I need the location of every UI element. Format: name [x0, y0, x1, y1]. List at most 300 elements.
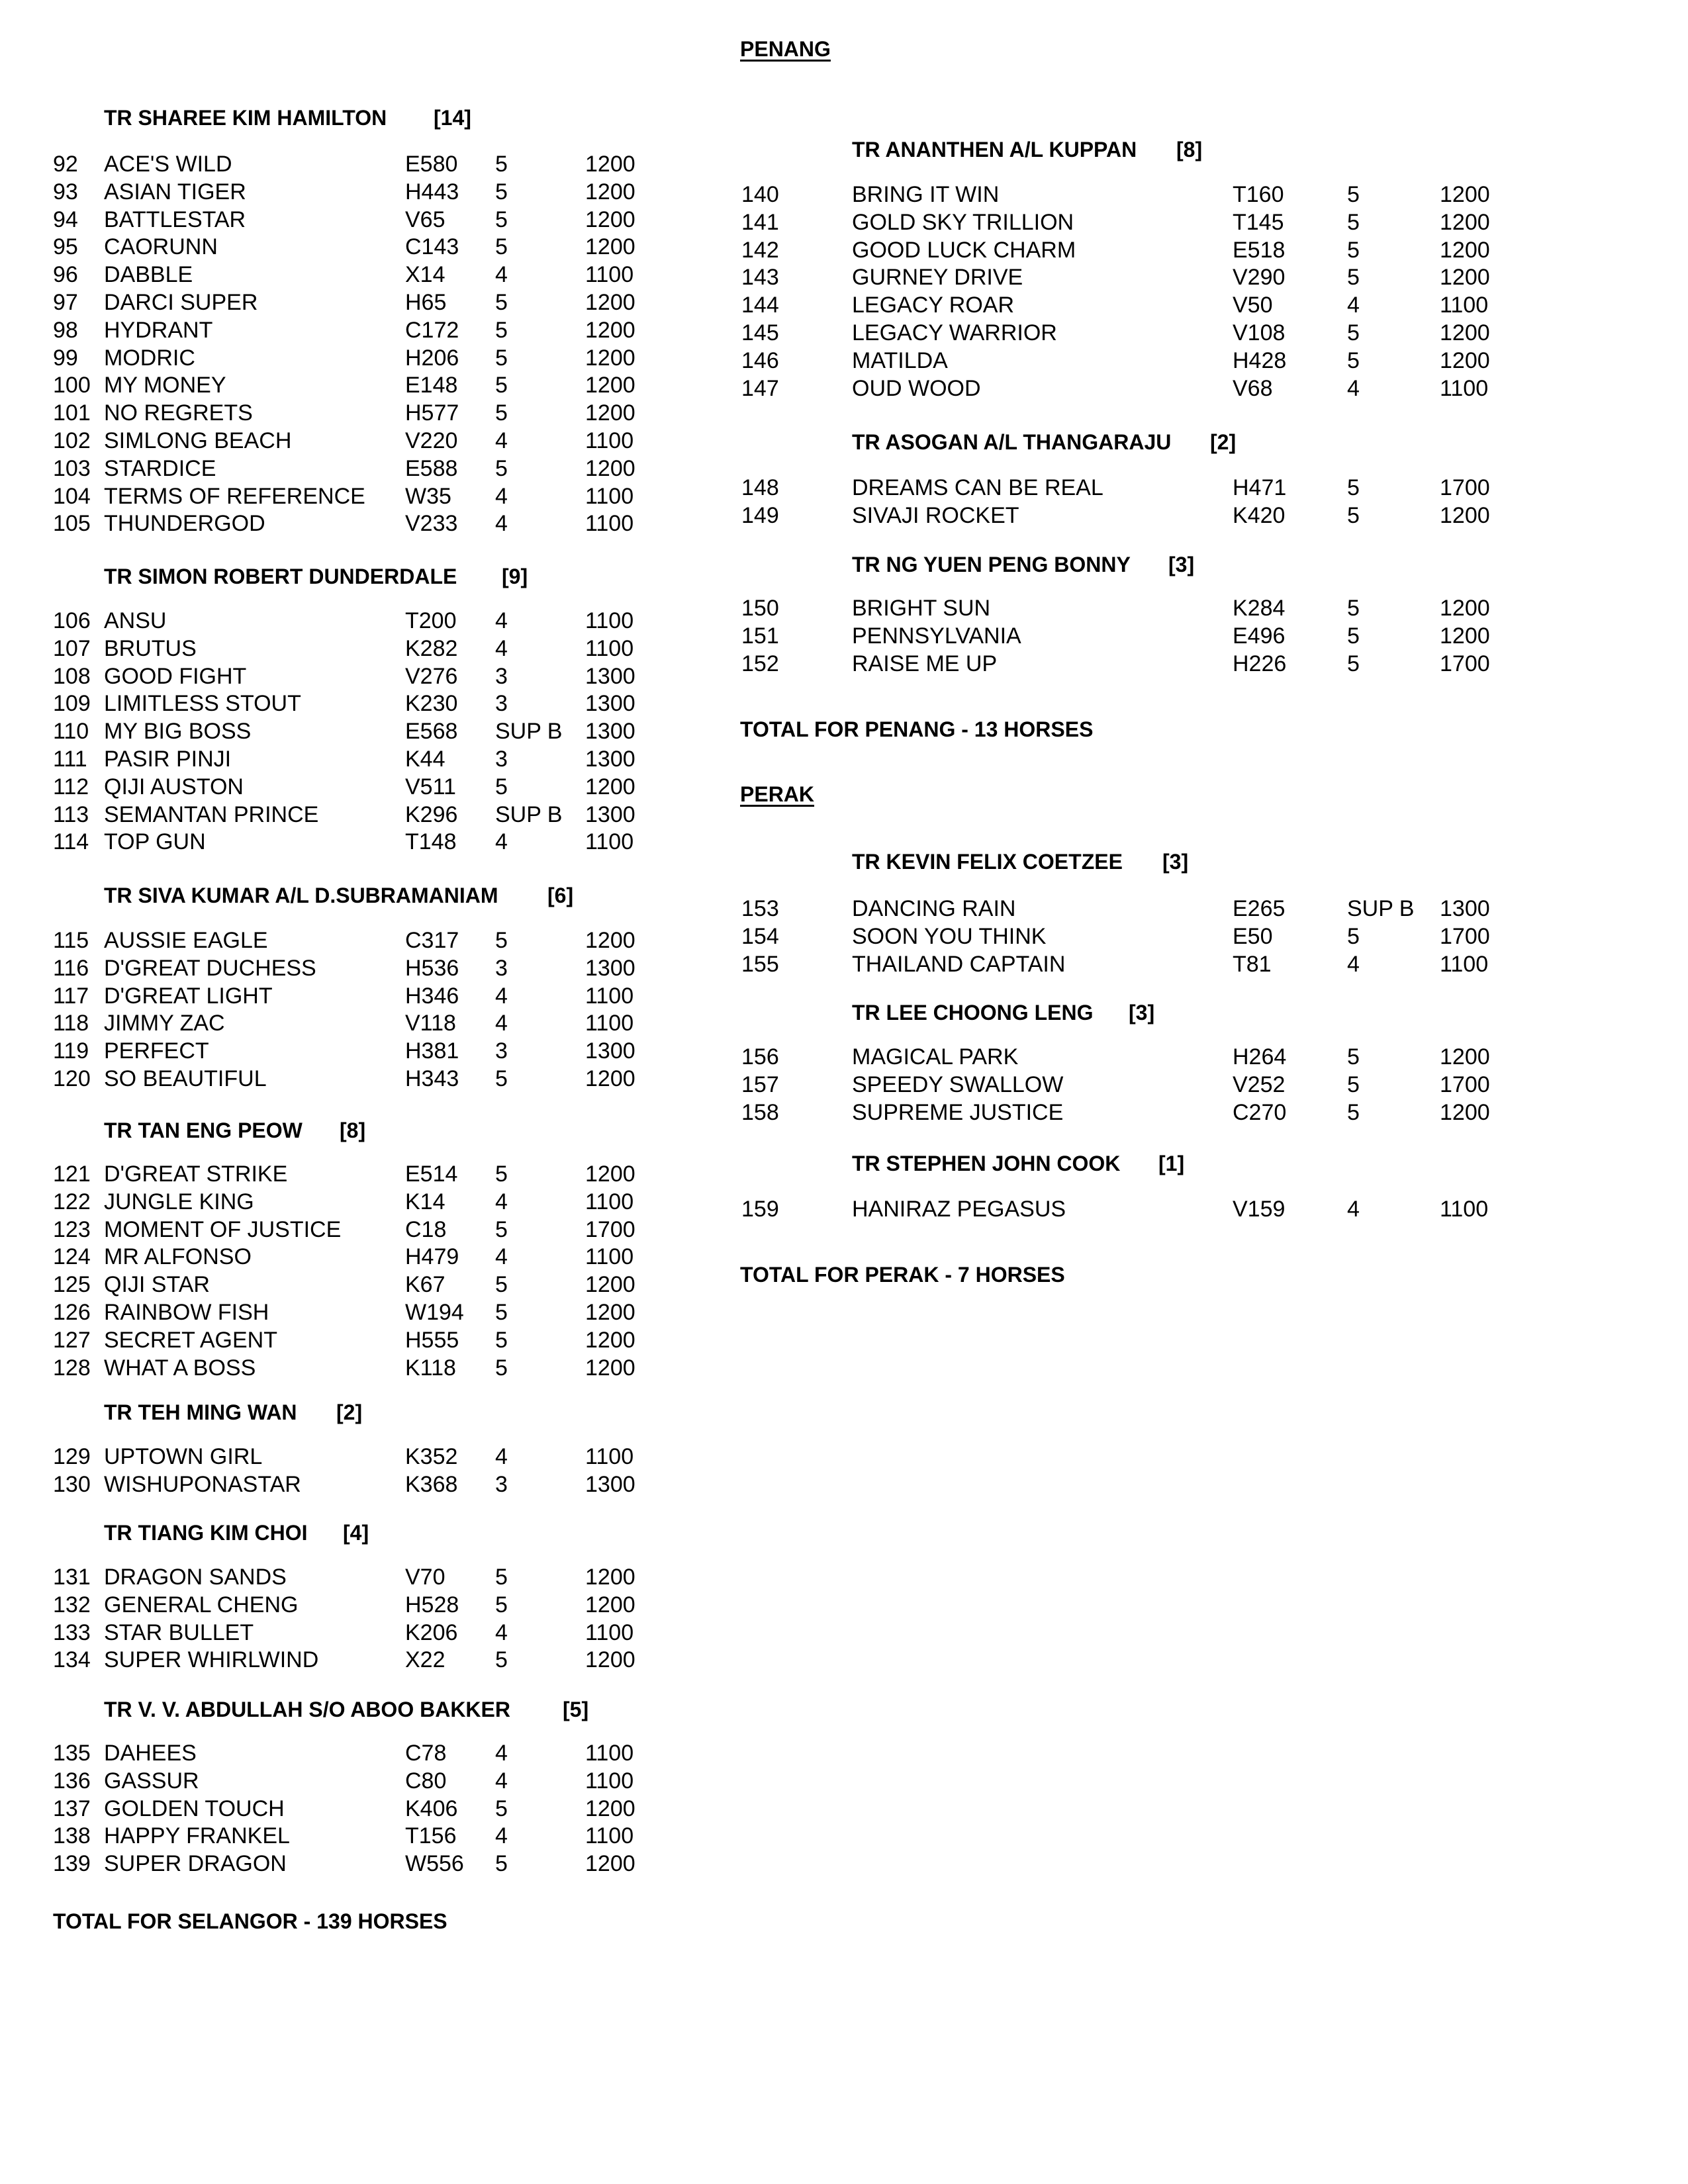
horse-number: 137	[53, 1796, 91, 1821]
horse-name: STARDICE	[104, 455, 216, 481]
table-row	[0, 1563, 635, 1591]
horse-name: AUSSIE EAGLE	[104, 928, 268, 953]
trainer-horse-count: [3]	[1129, 1001, 1155, 1024]
horse-name: DRAGON SANDS	[104, 1565, 287, 1590]
race-class: 4	[495, 483, 508, 509]
race-distance: 1100	[585, 1244, 634, 1270]
horse-number: 153	[741, 896, 779, 921]
horse-number: 132	[53, 1592, 91, 1617]
race-class: 5	[1347, 1099, 1360, 1125]
region-heading: PENANG	[740, 37, 831, 61]
trainer-name: TR STEPHEN JOHN COOK	[852, 1152, 1121, 1175]
horse-code: C172	[405, 317, 459, 343]
race-class: 4	[495, 1189, 508, 1214]
horse-code: C317	[405, 928, 459, 953]
race-class: 5	[1347, 596, 1360, 621]
horse-code: V290	[1233, 265, 1286, 291]
race-distance: 1100	[585, 635, 634, 661]
horse-code: T160	[1233, 182, 1284, 207]
race-class: 5	[1347, 1071, 1360, 1097]
horse-code: V70	[405, 1565, 445, 1590]
horse-code: V50	[1233, 293, 1273, 318]
horse-code: K352	[405, 1444, 458, 1469]
horse-number: 125	[53, 1272, 91, 1298]
race-distance: 1100	[585, 483, 634, 509]
table-row	[0, 801, 635, 829]
race-distance: 1200	[585, 1272, 635, 1298]
race-class: 5	[495, 1851, 508, 1877]
horse-code: E580	[405, 152, 458, 177]
race-distance: 1100	[585, 428, 634, 453]
horse-number: 101	[53, 400, 91, 426]
race-distance: 1200	[585, 1300, 635, 1325]
horse-name: MOMENT OF JUSTICE	[104, 1216, 342, 1242]
race-distance: 1700	[1440, 923, 1490, 949]
table-row	[0, 745, 635, 773]
race-class: 4	[1347, 1197, 1360, 1222]
horse-code: H443	[405, 179, 459, 205]
race-distance: 1300	[585, 719, 635, 745]
horse-number: 148	[741, 475, 779, 500]
trainer-name: TR SIVA KUMAR A/L D.SUBRAMANIAM	[104, 884, 498, 907]
race-class: 4	[495, 1619, 508, 1645]
horse-code: V276	[405, 663, 458, 689]
horse-name: D'GREAT LIGHT	[104, 983, 273, 1009]
region-heading: PERAK	[740, 782, 815, 806]
horse-number: 129	[53, 1444, 91, 1469]
horse-code: V220	[405, 428, 458, 453]
horse-number: 118	[53, 1011, 89, 1036]
table-row	[0, 1099, 1490, 1126]
trainer-name: TR ASOGAN A/L THANGARAJU	[852, 430, 1172, 454]
horse-code: H343	[405, 1066, 459, 1091]
trainer-horse-count: [2]	[336, 1400, 363, 1424]
horse-number: 133	[53, 1619, 91, 1645]
horse-code: K282	[405, 635, 458, 661]
race-class: 5	[1347, 182, 1360, 207]
trainer-horse-count: [5]	[563, 1698, 589, 1721]
horse-name: DABBLE	[104, 262, 193, 288]
horse-code: E496	[1233, 623, 1286, 649]
horse-number: 145	[741, 320, 779, 345]
horse-code: H479	[405, 1244, 459, 1270]
horse-number: 114	[53, 829, 89, 855]
horse-number: 115	[53, 928, 89, 953]
horse-number: 108	[53, 663, 91, 689]
horse-code: H471	[1233, 475, 1287, 500]
horse-number: 97	[53, 290, 78, 315]
horse-name: SECRET AGENT	[104, 1327, 277, 1353]
horse-name: TERMS OF REFERENCE	[104, 483, 365, 509]
horse-code: V65	[405, 206, 445, 232]
race-distance: 1200	[585, 1327, 635, 1353]
horse-number: 155	[741, 951, 779, 977]
horse-name: MY MONEY	[104, 373, 226, 398]
race-distance: 1200	[585, 400, 635, 426]
horse-name: WHAT A BOSS	[104, 1355, 256, 1381]
table-row	[0, 1767, 634, 1795]
race-distance: 1200	[585, 1592, 635, 1617]
race-distance: 1200	[585, 1355, 635, 1381]
horse-code: K406	[405, 1796, 458, 1821]
horse-number: 123	[53, 1216, 91, 1242]
race-class: 5	[1347, 265, 1360, 291]
horse-number: 130	[53, 1471, 91, 1497]
race-distance: 1200	[585, 1161, 635, 1187]
race-distance: 1300	[585, 801, 635, 827]
horse-name: BRIGHT SUN	[852, 596, 991, 621]
race-distance: 1200	[585, 373, 635, 398]
race-class: 4	[495, 983, 508, 1009]
horse-code: K67	[405, 1272, 445, 1298]
race-class: 4	[1347, 375, 1360, 401]
race-class: 3	[495, 955, 508, 981]
horse-code: K14	[405, 1189, 445, 1214]
horse-number: 158	[741, 1099, 779, 1125]
horse-number: 147	[741, 375, 779, 401]
table-row	[0, 1326, 635, 1354]
horse-name: HYDRANT	[104, 317, 213, 343]
table-row	[0, 1443, 634, 1471]
race-class: 4	[495, 829, 508, 855]
horse-name: UPTOWN GIRL	[104, 1444, 263, 1469]
table-row	[0, 773, 635, 801]
race-distance: 1200	[1440, 265, 1490, 291]
table-row	[0, 150, 635, 178]
horse-code: V252	[1233, 1071, 1286, 1097]
horse-number: 102	[53, 428, 91, 453]
horse-number: 142	[741, 237, 779, 263]
horse-code: K284	[1233, 596, 1286, 621]
race-class: 4	[495, 1244, 508, 1270]
horse-name: SOON YOU THINK	[852, 923, 1047, 949]
race-distance: 1200	[1440, 347, 1490, 373]
horse-code: H381	[405, 1038, 459, 1064]
horse-name: SIVAJI ROCKET	[852, 502, 1019, 528]
race-distance: 1100	[1440, 951, 1489, 977]
race-distance: 1200	[1440, 320, 1490, 345]
race-distance: 1100	[585, 1768, 634, 1794]
horse-number: 107	[53, 635, 91, 661]
horse-code: T200	[405, 608, 457, 633]
horse-code: C80	[405, 1768, 447, 1794]
race-distance: 1300	[585, 1038, 635, 1064]
race-class: SUP B	[1347, 896, 1415, 921]
horse-name: OUD WOOD	[852, 375, 981, 401]
trainer-name: TR SIMON ROBERT DUNDERDALE	[104, 565, 457, 588]
horse-code: K296	[405, 801, 458, 827]
race-class: 5	[1347, 475, 1360, 500]
horse-name: STAR BULLET	[104, 1619, 254, 1645]
table-row	[0, 1850, 635, 1878]
race-class: 5	[495, 774, 508, 799]
horse-number: 154	[741, 923, 779, 949]
trainer-horse-count: [1]	[1158, 1152, 1185, 1175]
horse-code: C270	[1233, 1099, 1287, 1125]
horse-number: 92	[53, 152, 78, 177]
horse-name: HAPPY FRANKEL	[104, 1823, 290, 1849]
horse-number: 127	[53, 1327, 91, 1353]
race-class: 4	[1347, 951, 1360, 977]
race-distance: 1200	[1440, 237, 1490, 263]
race-distance: 1100	[585, 1741, 634, 1766]
horse-code: H226	[1233, 651, 1287, 676]
table-row	[0, 982, 634, 1010]
trainer-horse-count: [14]	[434, 106, 471, 130]
table-row	[0, 1271, 635, 1298]
table-row	[0, 828, 634, 856]
horse-code: H428	[1233, 347, 1287, 373]
horse-name: SUPER DRAGON	[104, 1851, 287, 1877]
race-distance: 1200	[585, 928, 635, 953]
race-distance: 1100	[1440, 293, 1489, 318]
table-row	[0, 1160, 635, 1188]
horse-code: K118	[405, 1355, 456, 1381]
race-distance: 1100	[585, 1444, 634, 1469]
horse-number: 116	[53, 955, 89, 981]
race-class: 3	[495, 1471, 508, 1497]
race-distance: 1200	[1440, 502, 1490, 528]
horse-code: H536	[405, 955, 459, 981]
horse-name: HANIRAZ PEGASUS	[852, 1197, 1066, 1222]
horse-name: THAILAND CAPTAIN	[852, 951, 1066, 977]
horse-name: SPEEDY SWALLOW	[852, 1071, 1064, 1097]
table-row	[0, 1646, 635, 1674]
race-class: 5	[495, 928, 508, 953]
horse-number: 146	[741, 347, 779, 373]
table-row	[0, 1591, 635, 1619]
race-distance: 1100	[1440, 1197, 1489, 1222]
horse-code: V233	[405, 511, 458, 537]
horse-name: RAINBOW FISH	[104, 1300, 269, 1325]
horse-name: BATTLESTAR	[104, 206, 246, 232]
race-distance: 1700	[1440, 1071, 1490, 1097]
horse-code: X14	[405, 262, 445, 288]
horse-name: TOP GUN	[104, 829, 206, 855]
horse-number: 103	[53, 455, 91, 481]
race-distance: 1200	[585, 152, 635, 177]
horse-number: 120	[53, 1066, 91, 1091]
horse-name: MATILDA	[852, 347, 948, 373]
trainer-name: TR SHAREE KIM HAMILTON	[104, 106, 387, 130]
race-distance: 1100	[585, 983, 634, 1009]
horse-number: 109	[53, 691, 91, 717]
race-class: 5	[495, 1565, 508, 1590]
race-distance: 1100	[585, 1823, 634, 1849]
table-row	[0, 1739, 634, 1767]
horse-code: V108	[1233, 320, 1286, 345]
table-row	[0, 717, 635, 745]
race-class: 4	[495, 428, 508, 453]
horse-name: PENNSYLVANIA	[852, 623, 1021, 649]
race-class: 5	[1347, 1044, 1360, 1069]
horse-name: D'GREAT DUCHESS	[104, 955, 316, 981]
race-class: 5	[495, 234, 508, 260]
race-distance: 1100	[585, 262, 634, 288]
horse-name: SUPER WHIRLWIND	[104, 1647, 319, 1673]
race-class: 3	[495, 663, 508, 689]
race-distance: 1200	[1440, 209, 1490, 235]
race-distance: 1100	[585, 511, 634, 537]
horse-code: E50	[1233, 923, 1273, 949]
horse-code: E518	[1233, 237, 1286, 263]
race-distance: 1300	[1440, 896, 1490, 921]
race-distance: 1100	[1440, 375, 1489, 401]
race-class: 5	[495, 1796, 508, 1821]
horse-name: LEGACY WARRIOR	[852, 320, 1057, 345]
table-row	[0, 1619, 634, 1647]
horse-code: W35	[405, 483, 451, 509]
race-class: 5	[495, 1161, 508, 1187]
horse-number: 143	[741, 265, 779, 291]
race-distance: 1200	[585, 774, 635, 799]
table-row	[0, 690, 635, 717]
race-class: 5	[1347, 623, 1360, 649]
horse-number: 117	[53, 983, 89, 1009]
horse-name: MAGICAL PARK	[852, 1044, 1019, 1069]
trainer-horse-count: [8]	[1176, 138, 1203, 161]
horse-number: 156	[741, 1044, 779, 1069]
horse-name: MR ALFONSO	[104, 1244, 252, 1270]
race-class: 4	[495, 635, 508, 661]
trainer-horse-count: [3]	[1162, 850, 1189, 874]
horse-name: WISHUPONASTAR	[104, 1471, 301, 1497]
trainer-name: TR LEE CHOONG LENG	[852, 1001, 1094, 1024]
race-class: 4	[495, 262, 508, 288]
horse-code: E588	[405, 455, 458, 481]
race-distance: 1200	[585, 290, 635, 315]
race-distance: 1200	[585, 234, 635, 260]
table-row	[0, 1243, 634, 1271]
race-class: SUP B	[495, 719, 563, 745]
trainer-horse-count: [3]	[1168, 553, 1195, 576]
race-class: 5	[495, 152, 508, 177]
race-distance: 1200	[1440, 1044, 1490, 1069]
race-distance: 1200	[585, 455, 635, 481]
horse-code: T156	[405, 1823, 457, 1849]
horse-code: C143	[405, 234, 459, 260]
horse-code: K420	[1233, 502, 1286, 528]
horse-name: GASSUR	[104, 1768, 199, 1794]
race-class: 5	[495, 1355, 508, 1381]
race-class: 5	[495, 455, 508, 481]
race-distance: 1300	[585, 747, 635, 772]
horse-number: 110	[53, 719, 89, 745]
horse-name: QIJI STAR	[104, 1272, 210, 1298]
trainer-horse-count: [9]	[502, 565, 528, 588]
horse-name: GOOD LUCK CHARM	[852, 237, 1076, 263]
trainer-name: TR NG YUEN PENG BONNY	[852, 553, 1131, 576]
race-distance: 1700	[585, 1216, 635, 1242]
horse-name: JIMMY ZAC	[104, 1011, 225, 1036]
region-total: TOTAL FOR PENANG - 13 HORSES	[740, 717, 1094, 741]
horse-number: 124	[53, 1244, 91, 1270]
race-distance: 1100	[585, 1619, 634, 1645]
trainer-horse-count: [8]	[340, 1118, 366, 1142]
trainer-name: TR V. V. ABDULLAH S/O ABOO BAKKER	[104, 1698, 510, 1721]
horse-name: SIMLONG BEACH	[104, 428, 292, 453]
horse-name: LEGACY ROAR	[852, 293, 1015, 318]
horse-number: 150	[741, 596, 779, 621]
horse-code: W556	[405, 1851, 464, 1877]
horse-code: H65	[405, 290, 447, 315]
race-distance: 1200	[585, 1796, 635, 1821]
table-row	[0, 1354, 635, 1382]
horse-name: GOOD FIGHT	[104, 663, 247, 689]
race-distance: 1200	[585, 179, 635, 205]
horse-code: T145	[1233, 209, 1284, 235]
race-class: 5	[495, 1272, 508, 1298]
race-distance: 1200	[585, 1851, 635, 1877]
race-distance: 1200	[585, 1066, 635, 1091]
race-class: 5	[495, 400, 508, 426]
race-distance: 1200	[585, 1647, 635, 1673]
horse-name: CAORUNN	[104, 234, 218, 260]
race-distance: 1700	[1440, 651, 1490, 676]
horse-code: E568	[405, 719, 458, 745]
race-class: 5	[495, 1216, 508, 1242]
horse-number: 93	[53, 179, 78, 205]
horse-name: ACE'S WILD	[104, 152, 232, 177]
race-distance: 1200	[1440, 623, 1490, 649]
horse-name: GURNEY DRIVE	[852, 265, 1023, 291]
horse-code: K206	[405, 1619, 458, 1645]
horse-code: C18	[405, 1216, 447, 1242]
race-distance: 1200	[585, 345, 635, 371]
horse-name: MY BIG BOSS	[104, 719, 252, 745]
horse-number: 94	[53, 206, 78, 232]
race-class: 5	[1347, 209, 1360, 235]
race-class: 4	[495, 511, 508, 537]
race-distance: 1100	[585, 1189, 634, 1214]
horse-code: E148	[405, 373, 458, 398]
horse-code: X22	[405, 1647, 445, 1673]
horse-code: V511	[405, 774, 456, 799]
horse-number: 100	[53, 373, 91, 398]
horse-name: SEMANTAN PRINCE	[104, 801, 319, 827]
horse-code: T81	[1233, 951, 1272, 977]
race-class: 5	[1347, 237, 1360, 263]
race-class: 3	[495, 691, 508, 717]
horse-name: PERFECT	[104, 1038, 209, 1064]
horse-code: V159	[1233, 1197, 1286, 1222]
horse-name: DARCI SUPER	[104, 290, 258, 315]
horse-code: H346	[405, 983, 459, 1009]
horse-name: SO BEAUTIFUL	[104, 1066, 267, 1091]
horse-number: 135	[53, 1741, 91, 1766]
horse-number: 122	[53, 1189, 91, 1214]
region-total: TOTAL FOR PERAK - 7 HORSES	[740, 1263, 1065, 1287]
horse-number: 104	[53, 483, 91, 509]
horse-code: V118	[405, 1011, 456, 1036]
horse-code: H555	[405, 1327, 459, 1353]
race-class: 5	[1347, 347, 1360, 373]
horse-name: JUNGLE KING	[104, 1189, 254, 1214]
horse-code: H577	[405, 400, 459, 426]
horse-code: K230	[405, 691, 458, 717]
race-class: 4	[495, 1444, 508, 1469]
horse-name: THUNDERGOD	[104, 511, 265, 537]
race-class: 4	[495, 1011, 508, 1036]
horse-number: 111	[53, 747, 87, 772]
horse-number: 141	[741, 209, 779, 235]
horse-number: 140	[741, 182, 779, 207]
race-distance: 1200	[1440, 1099, 1490, 1125]
horse-name: BRUTUS	[104, 635, 197, 661]
race-class: 4	[495, 1823, 508, 1849]
horse-name: RAISE ME UP	[852, 651, 998, 676]
horse-code: V68	[1233, 375, 1273, 401]
